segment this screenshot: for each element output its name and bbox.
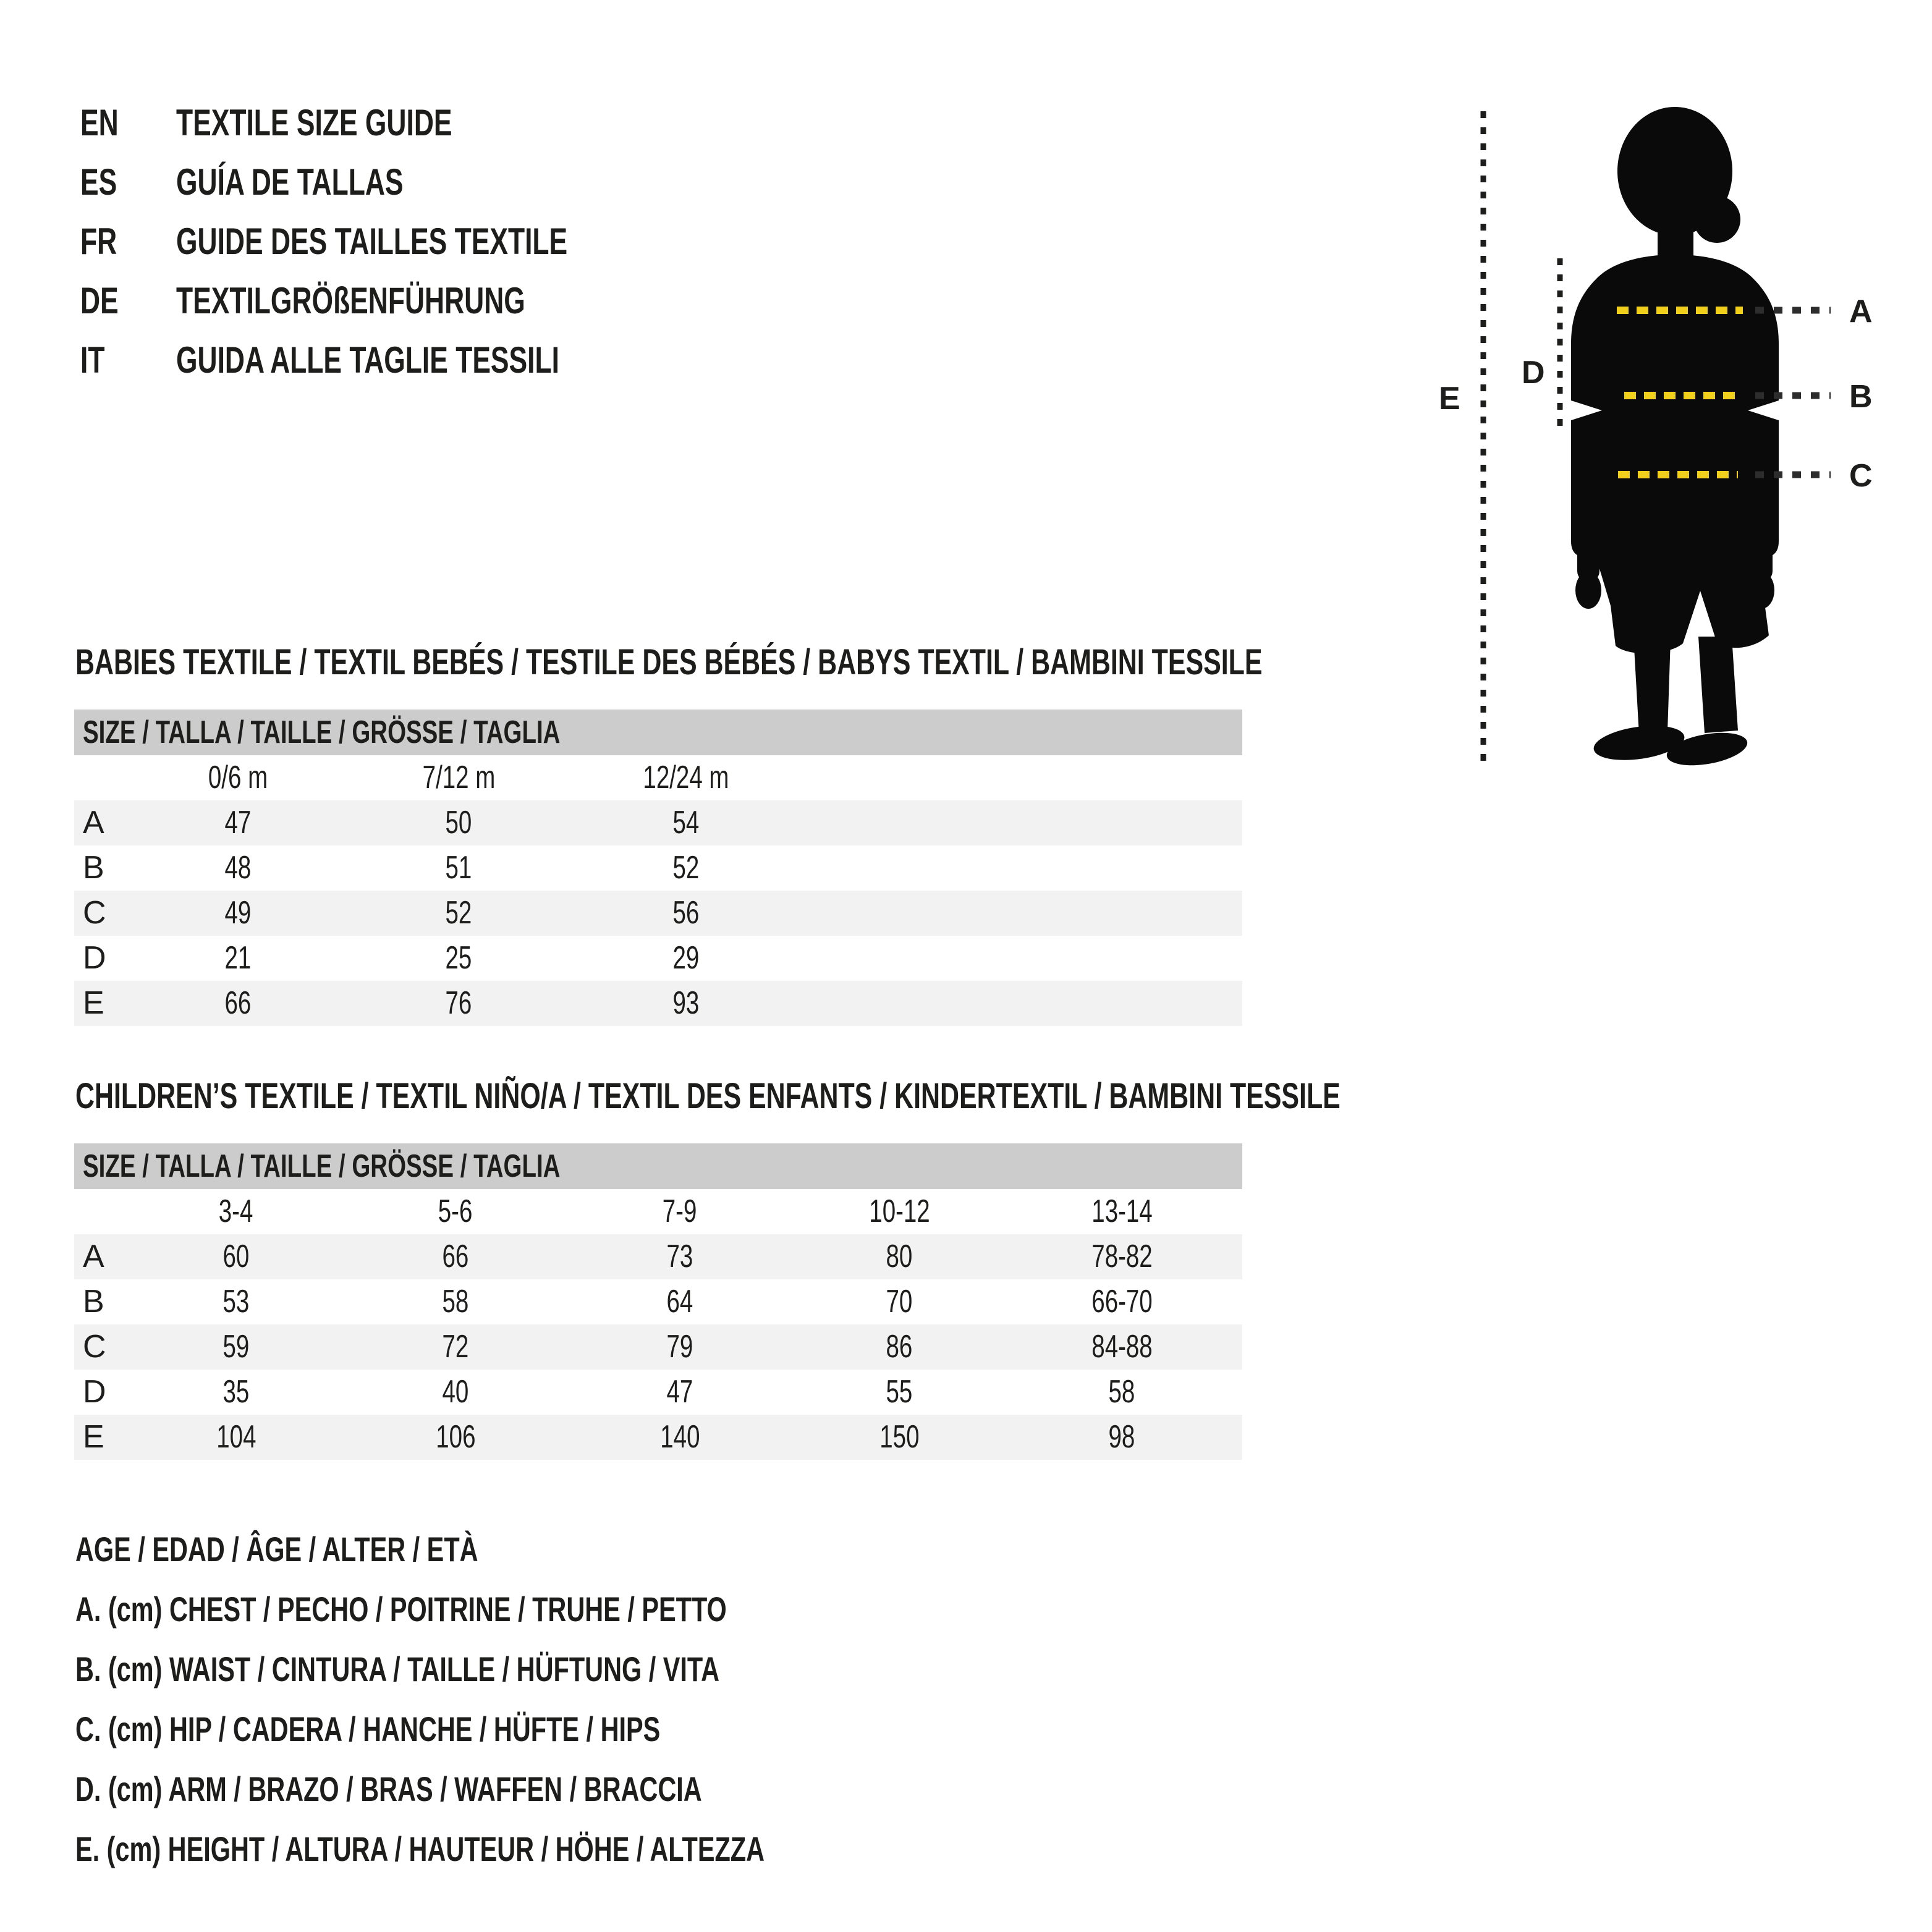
column-header: 7-9 <box>663 1193 697 1229</box>
language-guide <box>80 93 705 389</box>
table-cell: 140 <box>659 1419 700 1455</box>
language-title: GUIDE DES TAILLES TEXTILE <box>176 220 568 262</box>
table-row-b <box>74 1279 1242 1324</box>
table-cell: 60 <box>222 1239 250 1274</box>
table-cell: 48 <box>224 850 252 886</box>
table-cell: 21 <box>224 940 252 976</box>
babies-section-title: BABIES TEXTILE / TEXTIL BEBÉS / TESTILE DES BÉBÉS / BABYS TEXTIL / BAMBINI TESSILE <box>75 642 1263 682</box>
table-cell: 47 <box>224 805 252 841</box>
silhouette-shorts <box>1596 556 1769 653</box>
language-code: FR <box>80 220 117 262</box>
table-cell: 98 <box>1108 1419 1135 1455</box>
table-cell: 59 <box>222 1329 250 1365</box>
table-row-b <box>74 845 1242 891</box>
table-cell: 78-82 <box>1091 1239 1153 1274</box>
legend-line-chest: A. (cm) CHEST / PECHO / POITRINE / TRUHE / PETTO <box>75 1590 727 1629</box>
language-title: TEXTILE SIZE GUIDE <box>176 101 452 143</box>
language-row-fr <box>80 211 705 271</box>
table-cell: 29 <box>672 940 700 976</box>
language-row-it <box>80 330 705 389</box>
legend-line-age: AGE / EDAD / ÂGE / ALTER / ETÀ <box>75 1530 478 1569</box>
table-cell: 70 <box>886 1284 913 1320</box>
column-header: 10-12 <box>868 1193 930 1229</box>
legend-line-arm: D. (cm) ARM / BRAZO / BRAS / WAFFEN / BRACCIA <box>75 1769 702 1808</box>
table-cell: 66 <box>224 985 252 1021</box>
table-cell: 150 <box>879 1419 920 1455</box>
row-label: C <box>83 1329 106 1365</box>
table-row-c <box>74 1324 1242 1370</box>
table-cell: 86 <box>886 1329 913 1365</box>
column-header: 12/24 m <box>643 760 729 795</box>
row-label: A <box>83 1239 104 1274</box>
measure-label-e: E <box>1439 381 1460 417</box>
silhouette-torso <box>1571 255 1779 557</box>
measurement-figure <box>1421 93 1932 791</box>
table-cell: 84-88 <box>1091 1329 1153 1365</box>
row-label: A <box>83 805 104 841</box>
table-cell: 73 <box>666 1239 693 1274</box>
table-cell: 25 <box>445 940 472 976</box>
table-row-a <box>74 1234 1242 1279</box>
silhouette-hair-flip <box>1693 196 1740 243</box>
table-cell: 54 <box>672 805 700 841</box>
silhouette-left-arm <box>1577 422 1599 582</box>
table-cell: 66 <box>442 1239 469 1274</box>
row-label: D <box>83 940 106 976</box>
table-row-d <box>74 1370 1242 1415</box>
language-row-de <box>80 271 705 330</box>
table-cell: 52 <box>445 895 472 931</box>
language-title: GUÍA DE TALLAS <box>176 161 404 203</box>
row-label: B <box>83 1284 104 1320</box>
table-cell: 52 <box>672 850 700 886</box>
column-header-row <box>74 1189 1242 1234</box>
table-cell: 58 <box>442 1284 469 1320</box>
table-cell: 104 <box>216 1419 256 1455</box>
table-cell: 49 <box>224 895 252 931</box>
children-section-title: CHILDREN’S TEXTILE / TEXTIL NIÑO/A / TEXTIL DES ENFANTS / KINDERTEXTIL / BAMBINI TESSILE <box>75 1076 1341 1116</box>
table-cell: 51 <box>445 850 472 886</box>
row-label: B <box>83 850 104 886</box>
table-cell: 53 <box>222 1284 250 1320</box>
table-cell: 80 <box>886 1239 913 1274</box>
measure-label-a: A <box>1849 294 1873 329</box>
language-code: ES <box>80 161 117 203</box>
table-cell: 50 <box>445 805 472 841</box>
column-header: 5-6 <box>438 1193 473 1229</box>
language-title: TEXTILGRÖßENFÜHRUNG <box>176 279 525 321</box>
measure-label-c: C <box>1849 458 1873 494</box>
column-header: 3-4 <box>219 1193 253 1229</box>
row-label: C <box>83 895 106 931</box>
measure-label-d: D <box>1522 355 1545 391</box>
language-title: GUIDA ALLE TAGLIE TESSILI <box>176 339 559 381</box>
column-header: 0/6 m <box>208 760 268 795</box>
table-cell: 93 <box>672 985 700 1021</box>
measure-label-b: B <box>1849 379 1873 415</box>
table-cell: 72 <box>442 1329 469 1365</box>
children-size-table <box>74 1143 1242 1460</box>
table-cell: 55 <box>886 1374 913 1410</box>
table-row-d <box>74 936 1242 981</box>
column-header-row <box>74 755 1242 800</box>
legend-line-hip: C. (cm) HIP / CADERA / HANCHE / HÜFTE / HIPS <box>75 1710 661 1748</box>
table-cell: 76 <box>445 985 472 1021</box>
language-row-es <box>80 152 705 211</box>
table-cell: 35 <box>222 1374 250 1410</box>
table-cell: 79 <box>666 1329 693 1365</box>
table-row-e <box>74 981 1242 1026</box>
language-row-en <box>80 93 705 152</box>
row-label: E <box>83 985 104 1021</box>
column-header: 7/12 m <box>422 760 495 795</box>
size-header-band: SIZE / TALLA / TAILLE / GRÖSSE / TAGLIA <box>74 1143 1242 1189</box>
language-code: DE <box>80 279 119 321</box>
language-code: EN <box>80 101 119 143</box>
row-label: E <box>83 1419 104 1455</box>
table-cell: 66-70 <box>1091 1284 1153 1320</box>
language-code: IT <box>80 339 105 381</box>
table-cell: 64 <box>666 1284 693 1320</box>
row-label: D <box>83 1374 106 1410</box>
table-cell: 40 <box>442 1374 469 1410</box>
silhouette-right-leg <box>1698 637 1738 733</box>
legend-line-waist: B. (cm) WAIST / CINTURA / TAILLE / HÜFTUNG / VITA <box>75 1650 720 1688</box>
legend-line-height: E. (cm) HEIGHT / ALTURA / HAUTEUR / HÖHE / ALTEZZA <box>75 1829 765 1868</box>
babies-size-table <box>74 710 1242 1026</box>
silhouette-left-hand <box>1575 572 1601 609</box>
size-header-band: SIZE / TALLA / TAILLE / GRÖSSE / TAGLIA <box>74 710 1242 755</box>
table-cell: 47 <box>666 1374 693 1410</box>
measurement-legend <box>75 1519 1007 1879</box>
column-header: 13-14 <box>1091 1193 1153 1229</box>
table-row-e <box>74 1415 1242 1460</box>
table-cell: 56 <box>672 895 700 931</box>
table-cell: 58 <box>1108 1374 1135 1410</box>
table-row-a <box>74 800 1242 845</box>
table-row-c <box>74 891 1242 936</box>
table-cell: 106 <box>435 1419 476 1455</box>
